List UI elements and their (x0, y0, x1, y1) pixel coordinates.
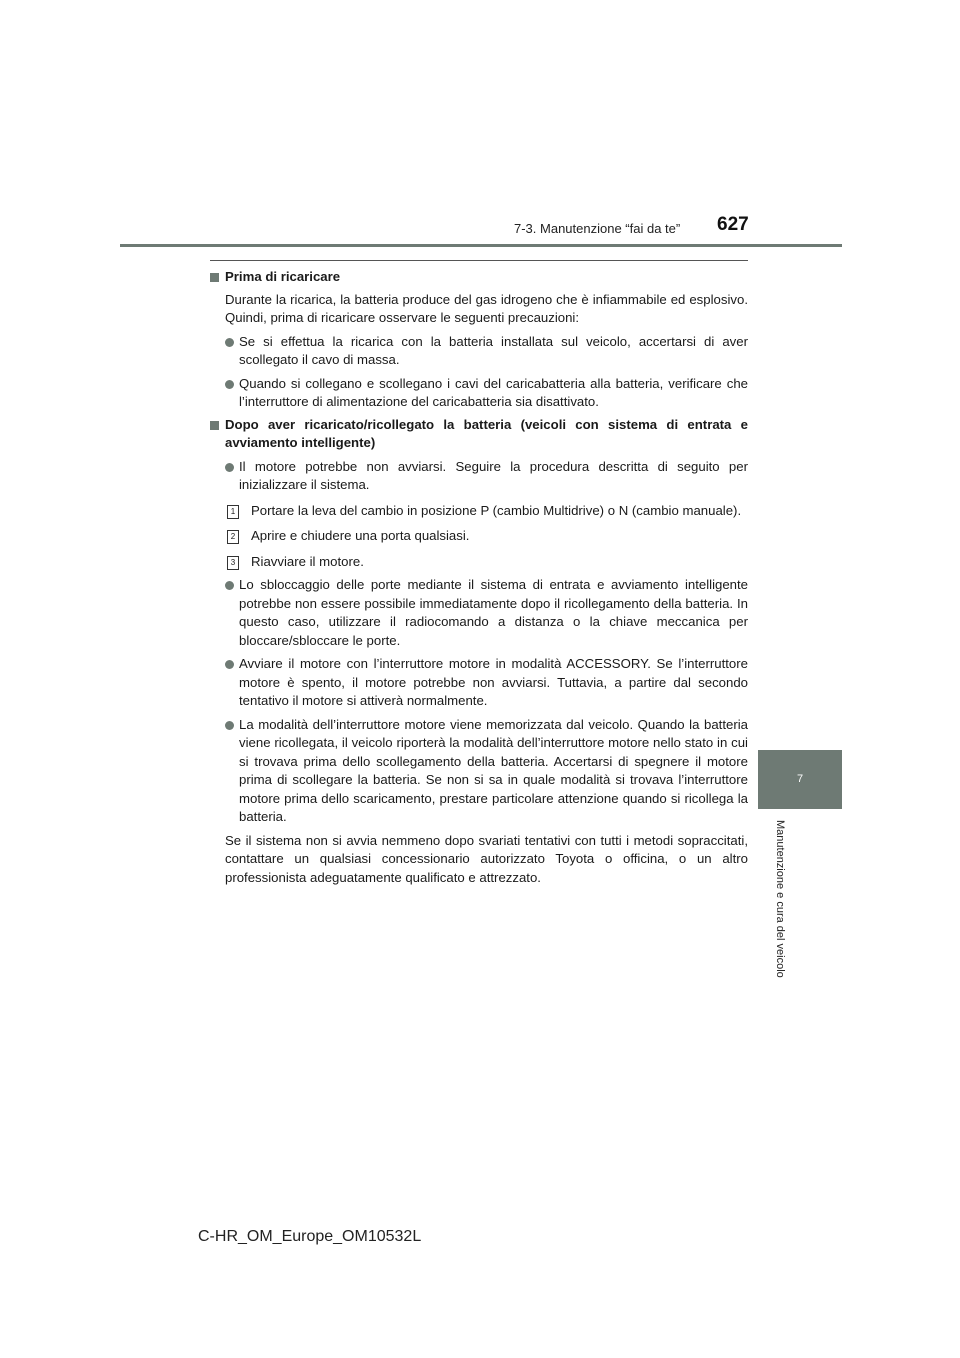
step-number: 1 (227, 505, 239, 519)
header-section-title: 7-3. Manutenzione “fai da te” (514, 221, 681, 236)
bullet-text: La modalità dell’interruttore motore viene memorizzata dal veicolo. Quando la batteria viene ricollegata, il veicolo riporterà la modalità dell’interruttore motore nello stato in cui si trovava prima dello scollegamento della batteria. Accertarsi di spegnere il motore prima di scollegare la batteria. Se non si sa in quale modalità si trovava l’interruttore motore prima dello scaricamento, prestare particolare attenzione quando si ricollega la batteria. (239, 716, 748, 824)
square-bullet-icon (210, 273, 219, 282)
content-divider (210, 260, 748, 261)
bullet-item (225, 576, 748, 650)
bullet-item (225, 458, 748, 495)
bullet-text: Lo sbloccaggio delle porte mediante il sistema di entrata e avviamento intelligente potrebbe non essere possibile immediatamente dopo il ricollegamento della batteria. In questo caso, utilizzare il radiocomando a distanza o la chiave meccanica per bloccare/sbloccare le porte. (239, 577, 748, 648)
bullet-item (225, 655, 748, 711)
page-number: 627 (717, 214, 749, 235)
round-bullet-icon (225, 380, 234, 389)
section-intro: Durante la ricarica, la batteria produce del gas idrogeno che è infiammabile ed esplosivo. Quindi, prima di ricaricare osservare le seguenti precauzioni: (225, 291, 748, 325)
round-bullet-icon (225, 463, 234, 472)
section-title: Prima di ricaricare (225, 269, 341, 284)
page-content (210, 264, 748, 887)
step-number: 2 (227, 530, 239, 544)
step-item (227, 502, 748, 521)
bullet-item (225, 716, 748, 827)
bullet-text: Se si effettua la ricarica con la batteria installata sul veicolo, accertarsi di aver scollegato il cavo di massa. (239, 333, 748, 367)
step-text: Portare la leva del cambio in posizione P (cambio Multidrive) o N (cambio manuale). (251, 502, 742, 518)
step-number: 3 (227, 556, 239, 570)
round-bullet-icon (225, 660, 234, 669)
section-heading (210, 268, 748, 287)
square-bullet-icon (210, 421, 219, 430)
step-item (227, 553, 748, 572)
step-text: Riavviare il motore. (251, 553, 364, 569)
step-item (227, 527, 748, 546)
round-bullet-icon (225, 581, 234, 590)
bullet-text: Quando si collegano e scollegano i cavi del caricabatteria alla batteria, verificare che l’interruttore di alimentazione del caricabatteria sia disattivato. (239, 375, 748, 409)
chapter-tab[interactable]: 7 (758, 750, 842, 809)
closing-paragraph: Se il sistema non si avvia nemmeno dopo svariati tentativi con tutti i metodi sopraccitati, contattare un qualsiasi concessionario autorizzato Toyota o officina, o un altro professionista adeguatamente qualificato e attrezzato. (225, 832, 748, 885)
section-title: Dopo aver ricaricato/ricollegato la batteria (veicoli con sistema di entrata e avviamento intelligente) (225, 416, 748, 450)
step-text: Aprire e chiudere una porta qualsiasi. (251, 528, 470, 543)
chapter-label (770, 820, 790, 1000)
round-bullet-icon (225, 721, 234, 730)
section-heading (210, 416, 748, 453)
bullet-text: Avviare il motore con l’interruttore motore in modalità ACCESSORY. Se l’interruttore motore è spento, il motore potrebbe non avviarsi. Tuttavia, a partire dal secondo tentativo il motore si attiverà normalmente. (239, 656, 748, 708)
header-divider (120, 244, 842, 247)
bullet-item (225, 375, 748, 412)
bullet-text: Il motore potrebbe non avviarsi. Seguire la procedura descritta di seguito per inizializzare il sistema. (239, 458, 748, 492)
round-bullet-icon (225, 338, 234, 347)
bullet-item (225, 333, 748, 370)
chapter-label-text: Manutenzione e cura del veicolo (774, 820, 786, 978)
footer-doc-id: C-HR_OM_Europe_OM10532L (198, 1228, 422, 1245)
